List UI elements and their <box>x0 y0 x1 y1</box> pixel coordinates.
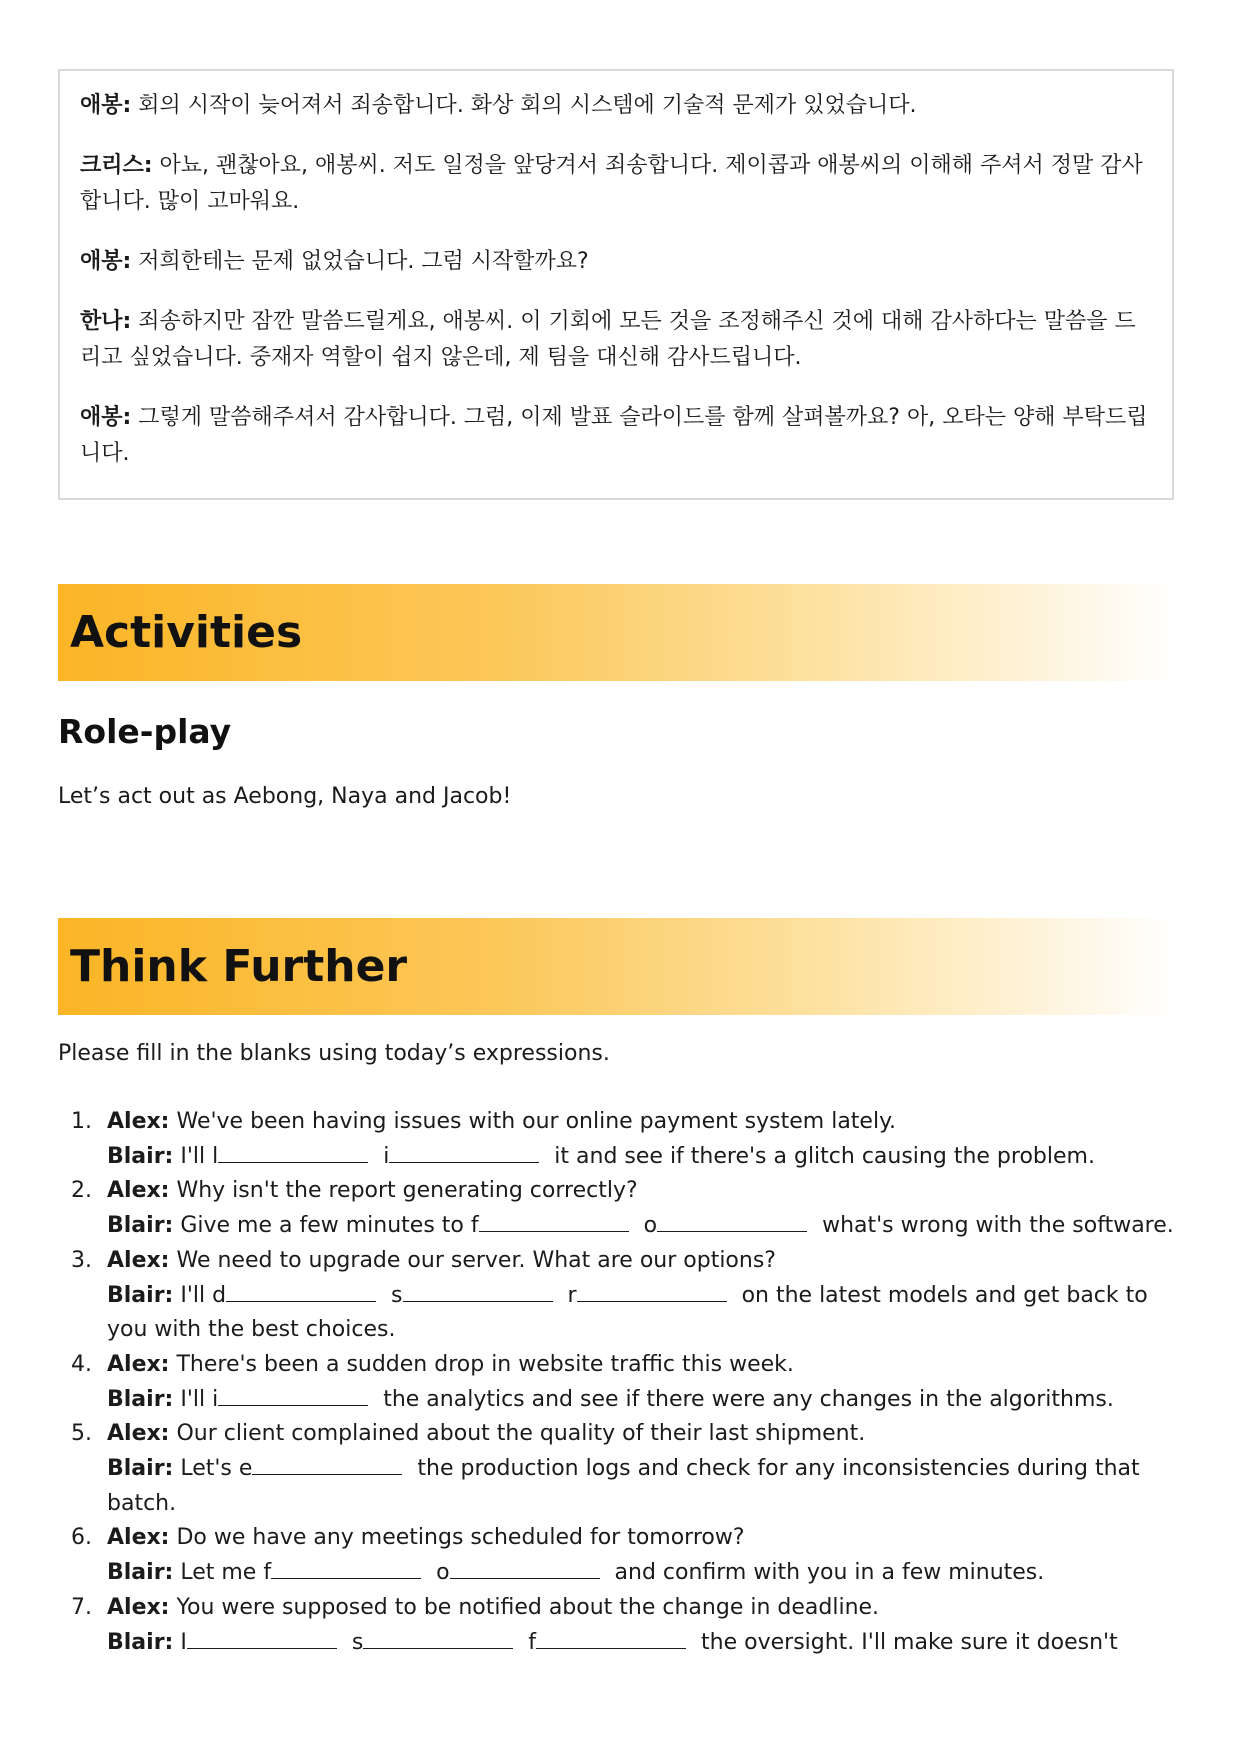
speaker-name: Blair: <box>107 1143 174 1169</box>
exercise-item <box>58 1174 1178 1243</box>
speaker-name: Blair: <box>107 1629 174 1655</box>
fill-in-blank[interactable] <box>450 1558 600 1579</box>
blair-text: the production logs and check for any inconsistencies during that batch. <box>107 1456 1140 1516</box>
alex-line <box>107 1244 1178 1279</box>
dialogue-text: 그렇게 말씀해주셔서 감사합니다. 그럼, 이제 발표 슬라이드를 함께 살펴볼까요? 아, 오타는 양해 부탁드립니다. <box>80 405 1148 466</box>
speaker-name: Blair: <box>107 1386 174 1412</box>
blair-text: the oversight. I'll make sure it doesn't <box>694 1629 1118 1655</box>
exercise-number: 3. <box>71 1247 92 1273</box>
exercise-number: 7. <box>71 1594 92 1620</box>
blair-text: o <box>429 1560 450 1586</box>
speaker-name: Blair: <box>107 1282 174 1308</box>
think-further-instruction: Please fill in the blanks using today’s expressions. <box>58 1041 610 1066</box>
fill-in-blank[interactable] <box>218 1142 368 1163</box>
alex-text: We've been having issues with our online payment system lately. <box>169 1109 896 1134</box>
speaker-name: Alex: <box>107 1525 170 1551</box>
speaker-name: 크리스: <box>80 153 153 178</box>
alex-line <box>107 1105 1178 1140</box>
dialogue-text: 죄송하지만 잠깐 말씀드릴게요, 애봉씨. 이 기회에 모든 것을 조정해주신 것에 대해 감사하다는 말씀을 드리고 싶었습니다. 중재자 역할이 쉽지 않은데, 제 팀을 대신해 감사드립니다. <box>80 309 1136 370</box>
blair-line <box>107 1452 1178 1521</box>
fill-in-blank[interactable] <box>389 1142 539 1163</box>
blair-line <box>107 1556 1178 1591</box>
alex-text: Our client complained about the quality of their last shipment. <box>169 1421 866 1447</box>
activities-heading: Activities <box>58 584 1174 681</box>
exercise-number: 5. <box>71 1421 92 1447</box>
dialogue-line <box>80 148 1152 220</box>
blair-text: the analytics and see if there were any changes in the algorithms. <box>376 1386 1114 1412</box>
fill-in-blank[interactable] <box>271 1558 421 1579</box>
blair-text: Give me a few minutes to f <box>173 1213 479 1239</box>
dialogue-line <box>80 304 1152 376</box>
speaker-name: Alex: <box>107 1178 170 1204</box>
speaker-name: Alex: <box>107 1421 170 1447</box>
role-play-instruction: Let’s act out as Aebong, Naya and Jacob! <box>58 784 512 809</box>
alex-text: Do we have any meetings scheduled for tomorrow? <box>169 1525 745 1551</box>
blair-text: o <box>636 1213 658 1239</box>
dialogue-line <box>80 244 1152 280</box>
exercise-item <box>58 1244 1178 1348</box>
alex-line <box>107 1348 1178 1383</box>
blair-line <box>107 1626 1178 1661</box>
speaker-name: Alex: <box>107 1247 170 1273</box>
alex-line <box>107 1174 1178 1209</box>
blair-text: I <box>173 1629 187 1655</box>
speaker-name: 애봉: <box>80 93 132 118</box>
speaker-name: Blair: <box>107 1213 174 1239</box>
blair-line <box>107 1140 1178 1175</box>
role-play-heading: Role-play <box>58 712 232 751</box>
dialogue-line <box>80 400 1152 472</box>
blair-text: Let me f <box>173 1560 272 1586</box>
blair-text: what's wrong with the software. <box>815 1213 1174 1239</box>
dialogue-text: 저희한테는 문제 없었습니다. 그럼 시작할까요? <box>131 249 589 274</box>
alex-text: We need to upgrade our server. What are our options? <box>169 1247 776 1273</box>
exercise-item <box>58 1591 1178 1660</box>
think-further-heading: Think Further <box>58 918 1174 1015</box>
blair-text: on the latest models and get back to you with the best choices. <box>107 1282 1148 1343</box>
fill-in-blank[interactable] <box>252 1454 402 1475</box>
speaker-name: Blair: <box>107 1560 174 1586</box>
exercise-item <box>58 1105 1178 1174</box>
fill-in-blank[interactable] <box>536 1628 686 1649</box>
speaker-name: 애봉: <box>80 405 132 430</box>
fill-in-blank[interactable] <box>403 1281 553 1302</box>
blair-text: s <box>344 1629 364 1655</box>
blair-text: I'll d <box>173 1282 227 1308</box>
blair-text: I'll i <box>173 1386 219 1412</box>
fill-in-blank[interactable] <box>479 1211 629 1232</box>
blair-text: I'll l <box>173 1143 219 1169</box>
blair-text: Let's e <box>173 1456 253 1482</box>
speaker-name: Blair: <box>107 1456 174 1482</box>
exercise-number: 2. <box>71 1178 92 1204</box>
fill-in-blank[interactable] <box>577 1281 727 1302</box>
exercise-item <box>58 1521 1178 1590</box>
blair-text: and confirm with you in a few minutes. <box>607 1560 1045 1586</box>
exercise-item <box>58 1417 1178 1521</box>
fill-in-blank[interactable] <box>187 1628 337 1649</box>
exercise-list <box>58 1105 1178 1660</box>
fill-in-blank[interactable] <box>363 1628 513 1649</box>
alex-line <box>107 1521 1178 1556</box>
blair-text: it and see if there's a glitch causing the problem. <box>547 1143 1095 1169</box>
exercise-number: 4. <box>71 1351 92 1377</box>
exercise-number: 6. <box>71 1525 92 1551</box>
speaker-name: Alex: <box>107 1594 170 1620</box>
fill-in-blank[interactable] <box>226 1281 376 1302</box>
alex-text: There's been a sudden drop in website traffic this week. <box>169 1351 794 1377</box>
blair-line <box>107 1209 1178 1244</box>
dialogue-text: 아뇨, 괜찮아요, 애봉씨. 저도 일정을 앞당겨서 죄송합니다. 제이콥과 애봉씨의 이해해 주셔서 정말 감사합니다. 많이 고마워요. <box>80 153 1143 214</box>
exercise-number: 1. <box>71 1109 92 1134</box>
fill-in-blank[interactable] <box>218 1385 368 1406</box>
blair-text: f <box>521 1629 537 1655</box>
blair-text: r <box>560 1282 577 1308</box>
blair-text: i <box>376 1143 390 1169</box>
speaker-name: Alex: <box>107 1351 170 1377</box>
blair-text: s <box>384 1282 403 1308</box>
speaker-name: 한나: <box>80 309 132 334</box>
alex-text: Why isn't the report generating correctly? <box>169 1178 638 1204</box>
alex-line <box>107 1591 1178 1626</box>
dialogue-box <box>58 69 1174 500</box>
speaker-name: Alex: <box>107 1109 170 1134</box>
speaker-name: 애봉: <box>80 249 132 274</box>
dialogue-line <box>80 88 1152 124</box>
alex-line <box>107 1417 1178 1452</box>
blair-line <box>107 1383 1178 1418</box>
blair-line <box>107 1279 1178 1348</box>
alex-text: You were supposed to be notified about the change in deadline. <box>169 1594 880 1620</box>
exercise-item <box>58 1348 1178 1417</box>
fill-in-blank[interactable] <box>657 1211 807 1232</box>
dialogue-text: 회의 시작이 늦어져서 죄송합니다. 화상 회의 시스템에 기술적 문제가 있었습니다. <box>131 93 917 118</box>
